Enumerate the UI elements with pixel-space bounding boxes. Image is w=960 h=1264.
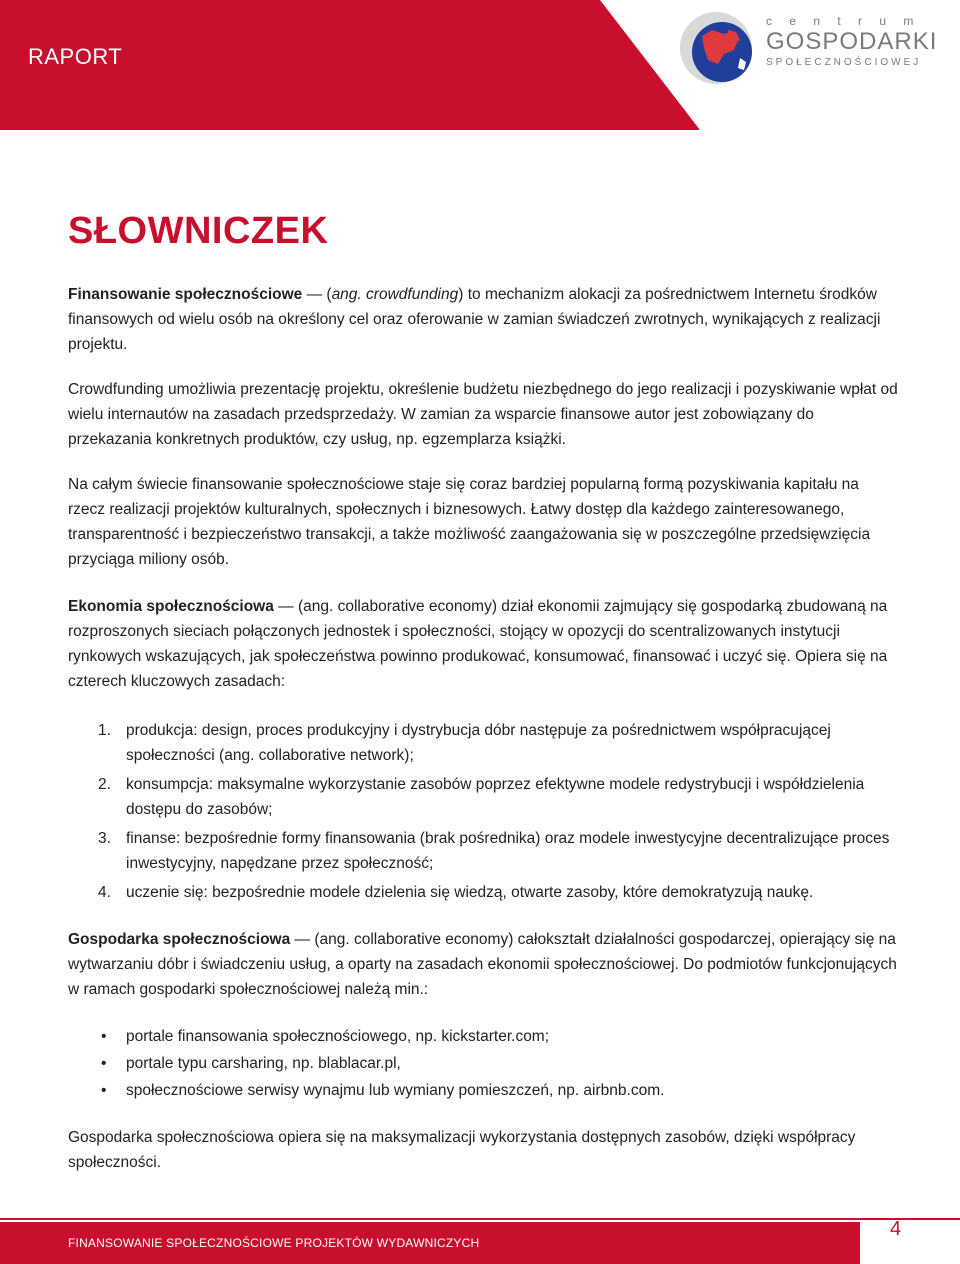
list-item [68, 826, 898, 876]
term-gospodarka: Gospodarka społecznościowa [68, 931, 291, 948]
english-term: crowdfunding [366, 286, 459, 303]
definition-text: — (ang. collaborative economy) całokształt działalności gospodarczej, opierający się na wytwarzaniu dóbr i świadczeniu usług, a oparty na zasadach ekonomii społecznościowej. Do podmiotów funkcjonujących w ramach gospodarki społecznościowej należą min.: [68, 931, 897, 998]
list-item-text: uczenie się: bezpośrednie modele dzielenia się wiedzą, otwarte zasoby, które demokratyzują naukę. [126, 884, 814, 901]
paragraph-worldwide: Na całym świecie finansowanie społecznościowe staje się coraz bardziej popularną formą pozyskiwania kapitału na rzecz realizacji projektów kulturalnych, społecznych i biznesowych. Łatwy dostęp dla każdego zainteresowanego, transparentność i bezpieczeństwo transakcji, a także możliwość zaangażowania się w poszczególne przedsięwzięcia przyciąga miliony osób. [68, 476, 871, 568]
examples-list [68, 1024, 898, 1103]
definition-text: ) to mechanizm alokacji za pośrednictwem Internetu środków finansowych od wielu osób na określony cel oraz oferowanie w zamian świadczeń zwrotnych, wynikających z realizacji projektu. [68, 286, 881, 353]
paragraph-crowdfunding: Crowdfunding umożliwia prezentację projektu, określenie budżetu niezbędnego do jego realizacji i pozyskiwanie wpłat od wielu internautów na zasadach przedsprzedaży. W zamian za wsparcie finansowe autor jest zobowiązany do przekazania konkretnych produktów, czy usług, np. egzemplarza książki. [68, 381, 898, 448]
dash: — ( [302, 286, 332, 303]
ang-label: ang. [331, 286, 362, 303]
list-number: 1. [98, 722, 111, 739]
list-number: 3. [98, 830, 111, 847]
list-item [68, 880, 898, 905]
list-item [68, 1051, 898, 1076]
paragraph-finansowanie [68, 282, 898, 357]
header-title: RAPORT [28, 44, 123, 69]
bullet-icon: • [101, 1082, 107, 1099]
logo-wordmark [766, 14, 956, 68]
definition-text: — (ang. collaborative economy) dział ekonomii zajmujący się gospodarką zbudowaną na rozproszonych sieciach połączonych jednostek i społeczności, stojący w opozycji do scentralizowanych instytucji rynkowych wskazujących, jak społeczeństwa powinno produkować, konsumować, finansować i uczyć się. Opiera się na czterech kluczowych zasadach: [68, 598, 888, 690]
footer-rule [0, 1218, 960, 1220]
term-finansowanie: Finansowanie społecznościowe [68, 286, 303, 303]
bullet-icon: • [101, 1028, 107, 1045]
paragraph-gospodarka [68, 927, 898, 1002]
principles-list [68, 718, 898, 905]
logo-line2: GOSPODARKI [766, 28, 938, 55]
footer-text: FINANSOWANIE SPOŁECZNOŚCIOWE PROJEKTÓW WYDAWNICZYCH [68, 1236, 480, 1250]
list-item-text: portale typu carsharing, np. blablacar.pl, [126, 1055, 401, 1072]
list-item-text: finanse: bezpośrednie formy finansowania (brak pośrednika) oraz modele inwestycyjne decentralizujące proces inwestycyjny, napędzane przez społeczność; [126, 830, 890, 872]
list-item [68, 1078, 898, 1103]
list-item [68, 718, 898, 768]
list-number: 4. [98, 884, 111, 901]
page-number: 4 [890, 1218, 902, 1240]
page-title: SŁOWNICZEK [68, 210, 329, 252]
bullet-icon: • [101, 1055, 107, 1072]
list-item-text: produkcja: design, proces produkcyjny i dystrybucja dóbr następuje za pośrednictwem współpracującej społeczności (ang. collaborative network); [126, 722, 831, 764]
logo-line1: c e n t r u m [766, 14, 921, 28]
list-item [68, 1024, 898, 1049]
list-item-text: portale finansowania społecznościowego, np. kickstarter.com; [126, 1028, 550, 1045]
list-item-text: konsumpcja: maksymalne wykorzystanie zasobów poprzez efektywne modele redystrybucji i współdzielenia dostępu do zasobów; [126, 776, 865, 818]
paragraph-closing: Gospodarka społecznościowa opiera się na maksymalizacji wykorzystania dostępnych zasobów, dzięki współpracy społeczności. [68, 1129, 856, 1171]
paragraph-ekonomia [68, 594, 898, 694]
logo [0, 0, 960, 130]
list-number: 2. [98, 776, 111, 793]
list-item [68, 772, 898, 822]
term-ekonomia: Ekonomia społecznościowa [68, 598, 274, 615]
list-item-text: społecznościowe serwisy wynajmu lub wymiany pomieszczeń, np. airbnb.com. [126, 1082, 665, 1099]
document-body [68, 282, 898, 1175]
logo-line3: SPOŁECZNOŚCIOWEJ [766, 57, 922, 68]
